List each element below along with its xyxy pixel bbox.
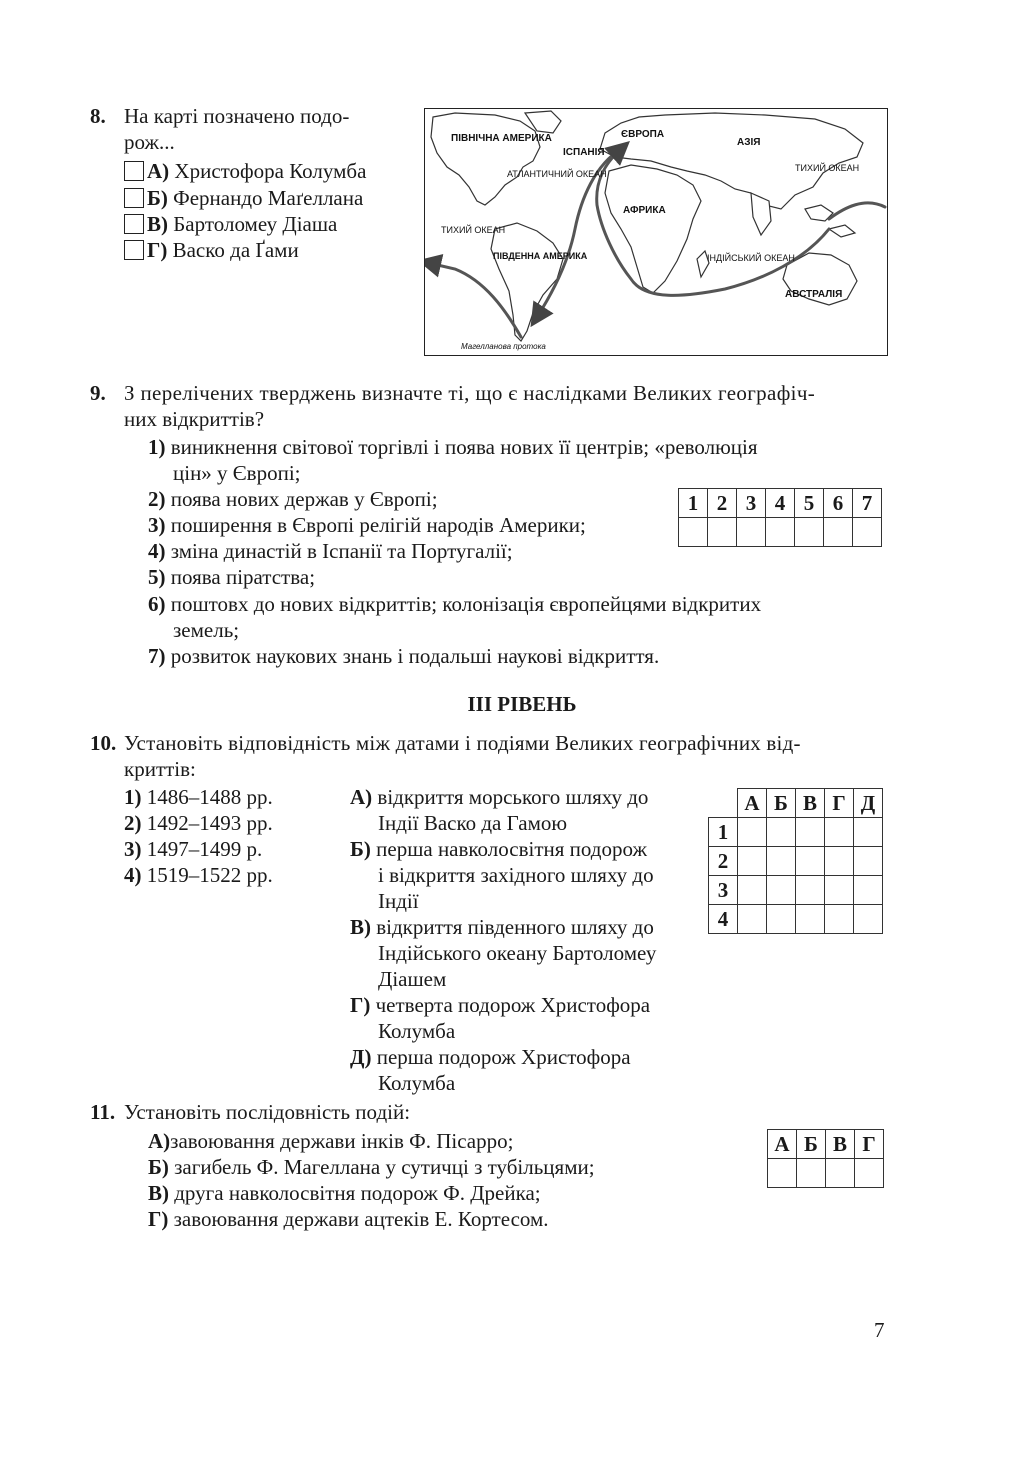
q8-option-a-letter: А) — [147, 159, 170, 183]
q9-number: 9. — [90, 381, 106, 405]
q9-grid-header: 4 — [766, 489, 795, 518]
q9-grid-header: 6 — [824, 489, 853, 518]
q9-answer-cell[interactable] — [679, 518, 708, 547]
q10-date-1 — [124, 784, 273, 810]
q10-event-b — [350, 836, 647, 862]
q11-grid-header: А — [768, 1130, 797, 1159]
q11-grid-header: Г — [855, 1130, 884, 1159]
q9-grid-header: 5 — [795, 489, 824, 518]
q10-event-e-line2: Колумба — [378, 1071, 456, 1095]
south-america-shape — [491, 223, 563, 341]
q9-item-6 — [148, 591, 761, 617]
q11-item-c — [148, 1180, 541, 1206]
q9-item-7 — [148, 643, 659, 669]
q11-item-b-text: загибель Ф. Магеллана у сутичці з тубільцями; — [174, 1155, 595, 1179]
q8-option-d-letter: Г) — [147, 238, 168, 262]
q10-answer-cell[interactable] — [738, 847, 767, 876]
q9-item-6-text: поштовх до нових відкриттів; колонізація європейцями відкритих — [170, 592, 762, 616]
q10-answer-cell[interactable] — [854, 847, 883, 876]
map-label-europe: ЄВРОПА — [621, 129, 665, 140]
q10-event-c-line2: Індійського океану Бартоломеу — [378, 941, 657, 965]
q10-grid-col-header: Б — [767, 789, 796, 818]
q10-event-d-letter: Г) — [350, 993, 371, 1017]
q10-text-line1: Установіть відповідність між датами і подіями Великих географічних від- — [124, 731, 801, 755]
q9-answer-cell[interactable] — [737, 518, 766, 547]
q9-item-4-text: зміна династій в Іспанії та Португалії; — [170, 539, 513, 563]
q11-item-a — [148, 1128, 513, 1154]
q10-event-c-line3: Діашем — [378, 967, 447, 991]
q11-text: Установіть послідовність подій: — [124, 1100, 411, 1124]
q8-option-b-letter: Б) — [147, 186, 168, 210]
q10-event-b-line2: і відкриття західного шляху до — [378, 863, 654, 887]
q10-date-2 — [124, 810, 273, 836]
q9-item-1-text: виникнення світової торгівлі і поява нових її центрів; «революція — [170, 435, 758, 459]
q10-answer-cell[interactable] — [854, 818, 883, 847]
q9-item-3 — [148, 512, 586, 538]
q11-item-b-letter: Б) — [148, 1155, 169, 1179]
q10-event-c-text: відкриття південного шляху до — [376, 915, 654, 939]
q11-item-b — [148, 1154, 595, 1180]
q10-answer-cell[interactable] — [854, 905, 883, 934]
q10-date-2-text: 1492–1493 рр. — [146, 811, 273, 835]
map-label-south-america: ПІВДЕННА АМЕРИКА — [493, 251, 588, 261]
q8-option-a[interactable] — [124, 158, 366, 184]
q8-option-c-letter: В) — [147, 212, 168, 236]
q10-event-e-text: перша подорож Христофора — [376, 1045, 631, 1069]
q10-grid-row-header: 3 — [709, 876, 738, 905]
q10-answer-cell[interactable] — [767, 818, 796, 847]
voyage-map — [424, 108, 888, 356]
q10-grid-row-header: 1 — [709, 818, 738, 847]
q9-item-5-text: поява піратства; — [170, 565, 316, 589]
q9-item-7-text: розвиток наукових знань і подальші наукові відкриття. — [170, 644, 660, 668]
q10-answer-cell[interactable] — [825, 905, 854, 934]
map-label-pacific-east: ТИХИЙ ОКЕАН — [795, 163, 860, 173]
q9-grid-header: 1 — [679, 489, 708, 518]
q10-grid-row-header: 2 — [709, 847, 738, 876]
q10-event-b-letter: Б) — [350, 837, 371, 861]
q9-item-3-num: 3) — [148, 513, 166, 537]
q9-item-1-line2: цін» у Європі; — [173, 461, 301, 485]
q10-event-e — [350, 1044, 631, 1070]
q8-checkbox-b[interactable] — [124, 188, 144, 208]
q10-answer-cell[interactable] — [738, 818, 767, 847]
map-label-pacific-west: ТИХИЙ ОКЕАН — [441, 225, 506, 235]
q8-checkbox-c[interactable] — [124, 214, 144, 234]
q9-grid-header: 2 — [708, 489, 737, 518]
q9-grid-header: 3 — [737, 489, 766, 518]
q10-answer-cell[interactable] — [767, 905, 796, 934]
q10-event-c-letter: В) — [350, 915, 371, 939]
q8-option-d[interactable] — [124, 237, 299, 263]
q9-item-7-num: 7) — [148, 644, 166, 668]
page-number: 7 — [874, 1318, 885, 1342]
q10-date-3 — [124, 836, 262, 862]
q10-answer-cell[interactable] — [738, 876, 767, 905]
map-label-strait: Магелланова протока — [461, 342, 546, 351]
q9-item-1 — [148, 434, 758, 460]
q10-event-d-text: четверта подорож Христофора — [375, 993, 651, 1017]
q8-text-line2: рож... — [124, 130, 175, 154]
q9-answer-cell[interactable] — [853, 518, 882, 547]
q10-event-e-letter: Д) — [350, 1045, 372, 1069]
q8-checkbox-d[interactable] — [124, 240, 144, 260]
q10-date-3-text: 1497–1499 р. — [146, 837, 263, 861]
q9-answer-grid — [678, 488, 882, 547]
q10-answer-cell[interactable] — [825, 818, 854, 847]
q10-date-1-num: 1) — [124, 785, 142, 809]
q10-grid-corner — [709, 789, 738, 818]
q10-answer-cell[interactable] — [796, 876, 825, 905]
map-label-asia: АЗІЯ — [737, 137, 761, 148]
q11-item-a-text: завоювання держави інків Ф. Пісарро; — [170, 1129, 514, 1153]
q10-text-line2: криттів: — [124, 757, 196, 781]
q9-text-line2: них відкриттів? — [124, 407, 265, 431]
q9-item-6-line2: земель; — [173, 618, 240, 642]
q10-answer-cell[interactable] — [825, 847, 854, 876]
q10-event-a-line2: Індії Васко да Гамою — [378, 811, 568, 835]
north-america-shape — [431, 113, 540, 205]
q10-grid-row-header: 4 — [709, 905, 738, 934]
q9-answer-cell[interactable] — [708, 518, 737, 547]
map-label-atlantic: АТЛАНТИЧНИЙ ОКЕАН — [507, 169, 607, 179]
q10-answer-cell[interactable] — [796, 847, 825, 876]
map-label-north-america: ПІВНІЧНА АМЕРИКА — [451, 133, 552, 144]
q9-grid-header: 7 — [853, 489, 882, 518]
map-label-africa: АФРИКА — [623, 205, 666, 216]
q8-text-line1: На карті позначено подо- — [124, 104, 350, 128]
q10-answer-cell[interactable] — [825, 876, 854, 905]
q9-item-2 — [148, 486, 438, 512]
q10-answer-cell[interactable] — [738, 905, 767, 934]
q10-grid-col-header: Д — [854, 789, 883, 818]
q10-event-a-text: відкриття морського шляху до — [377, 785, 649, 809]
q11-item-d-letter: Г) — [148, 1207, 169, 1231]
map-label-indian: ІНДІЙСЬКИЙ ОКЕАН — [707, 253, 795, 263]
q10-grid-col-header: Г — [825, 789, 854, 818]
q10-grid-col-header: А — [738, 789, 767, 818]
q11-item-d — [148, 1206, 549, 1232]
africa-shape — [605, 165, 701, 293]
q11-answer-cell[interactable] — [797, 1159, 826, 1188]
q11-answer-cell[interactable] — [768, 1159, 797, 1188]
q8-option-c-text: Бартоломеу Діаша — [173, 212, 338, 236]
q8-option-c[interactable] — [124, 211, 337, 237]
level-heading: ІІІ РІВЕНЬ — [467, 692, 577, 716]
q10-grid-col-header: В — [796, 789, 825, 818]
q10-date-4 — [124, 862, 273, 888]
q10-answer-grid — [708, 788, 883, 934]
q10-event-a-letter: А) — [350, 785, 373, 809]
q11-item-c-letter: В) — [148, 1181, 169, 1205]
q11-number: 11. — [90, 1100, 116, 1124]
q11-answer-grid — [767, 1129, 884, 1188]
q11-item-d-text: завоювання держави ацтеків Е. Кортесом. — [173, 1207, 549, 1231]
q11-grid-header: Б — [797, 1130, 826, 1159]
q10-answer-cell[interactable] — [796, 905, 825, 934]
q9-text-line1: З перелічених тверджень визначте ті, що є наслідками Великих географіч- — [124, 381, 816, 405]
map-label-spain: ІСПАНІЯ — [563, 147, 605, 158]
q11-grid-header: В — [826, 1130, 855, 1159]
q9-answer-cell[interactable] — [824, 518, 853, 547]
world-map-image — [425, 109, 887, 355]
q8-checkbox-a[interactable] — [124, 161, 144, 181]
q10-answer-cell[interactable] — [767, 847, 796, 876]
q9-item-4 — [148, 538, 513, 564]
q8-option-b-text: Фернандо Маґеллана — [173, 186, 364, 210]
q11-answer-cell[interactable] — [826, 1159, 855, 1188]
q8-option-a-text: Христофора Колумба — [174, 159, 367, 183]
q8-number: 8. — [90, 104, 106, 128]
q10-answer-cell[interactable] — [854, 876, 883, 905]
q10-number: 10. — [90, 731, 117, 755]
q10-date-2-num: 2) — [124, 811, 142, 835]
q9-item-3-text: поширення в Європі релігій народів Америки; — [170, 513, 586, 537]
route-pacific-east — [829, 203, 885, 219]
q10-answer-cell[interactable] — [767, 876, 796, 905]
q10-event-b-text: перша навколосвітня подорож — [376, 837, 647, 861]
q11-item-c-text: друга навколосвітня подорож Ф. Дрейка; — [174, 1181, 541, 1205]
q10-event-d-line2: Колумба — [378, 1019, 456, 1043]
q11-answer-cell[interactable] — [855, 1159, 884, 1188]
q10-date-4-num: 4) — [124, 863, 142, 887]
q11-item-a-letter: А) — [148, 1129, 171, 1153]
q9-item-6-num: 6) — [148, 592, 166, 616]
q8-option-b[interactable] — [124, 185, 363, 211]
q9-answer-cell[interactable] — [766, 518, 795, 547]
q10-event-d — [350, 992, 650, 1018]
q9-item-1-num: 1) — [148, 435, 166, 459]
q9-item-2-num: 2) — [148, 487, 166, 511]
q10-date-3-num: 3) — [124, 837, 142, 861]
map-label-australia: АВСТРАЛІЯ — [785, 289, 843, 300]
q9-answer-cell[interactable] — [795, 518, 824, 547]
q10-date-4-text: 1519–1522 рр. — [146, 863, 273, 887]
q9-item-5-num: 5) — [148, 565, 166, 589]
q9-item-4-num: 4) — [148, 539, 166, 563]
q10-event-a — [350, 784, 648, 810]
q10-answer-cell[interactable] — [796, 818, 825, 847]
q10-date-1-text: 1486–1488 рр. — [146, 785, 273, 809]
q10-event-c — [350, 914, 654, 940]
q10-event-b-line3: Індії — [378, 889, 419, 913]
q9-item-2-text: поява нових держав у Європі; — [170, 487, 438, 511]
q8-option-d-text: Васко да Ґами — [172, 238, 299, 262]
q9-item-5 — [148, 564, 315, 590]
